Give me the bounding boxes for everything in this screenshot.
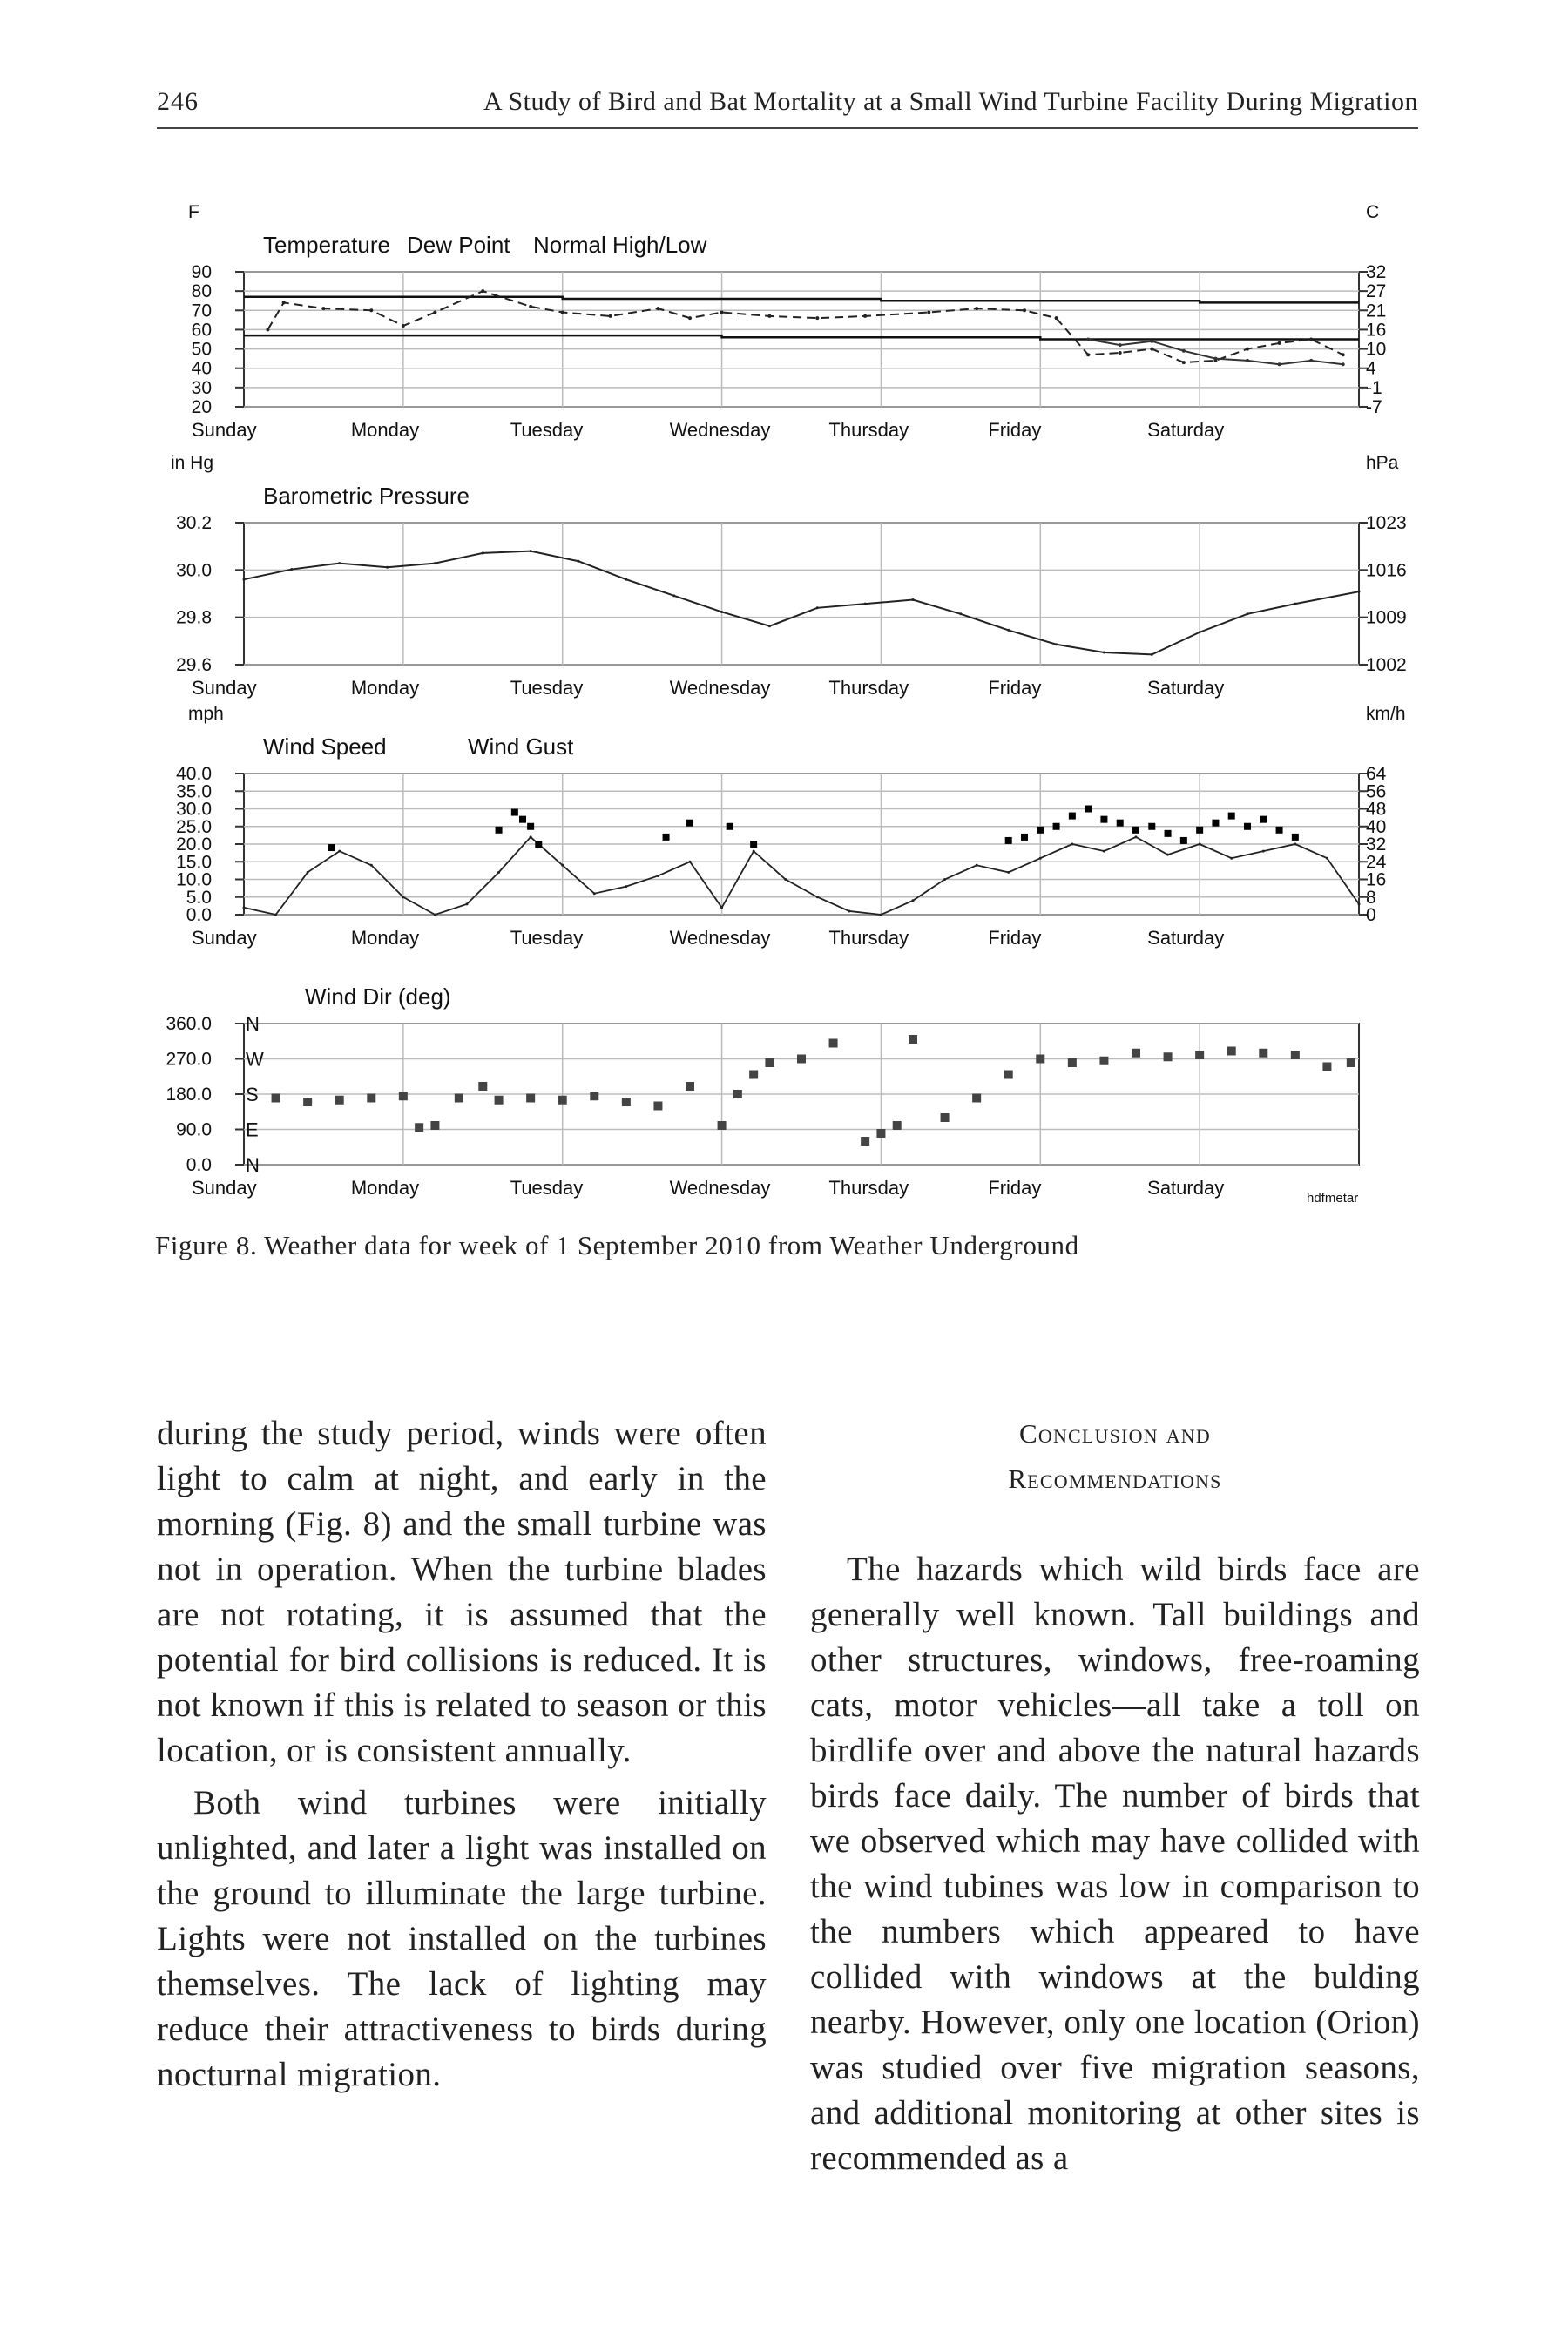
temperature-point — [609, 314, 612, 318]
wind-speed-point — [943, 878, 946, 881]
legend-label: Temperature — [263, 232, 390, 258]
wind-gust-point — [686, 820, 693, 827]
temperature-point — [1342, 353, 1345, 356]
wind-speed-point — [593, 892, 596, 895]
dew-point-point — [1213, 357, 1217, 361]
wind-gust-point — [1260, 816, 1267, 823]
wind-speed-point — [1230, 857, 1233, 860]
temperature-point — [1150, 348, 1153, 351]
y-tick-label: 60 — [191, 320, 212, 341]
y-tick-label-right: 56 — [1366, 781, 1387, 802]
left-unit-label: in Hg — [171, 453, 214, 473]
y-tick-label: 25.0 — [176, 816, 212, 837]
wind-dir-point — [1259, 1049, 1267, 1058]
heading-line: Conclusion and — [1018, 1418, 1211, 1449]
y-tick-label-right: 27 — [1366, 281, 1387, 302]
right-unit-label: hPa — [1366, 453, 1399, 473]
day-label: Tuesday — [510, 1177, 584, 1199]
temperature-point — [402, 324, 405, 328]
y-tick-label: 20 — [191, 397, 212, 417]
wind-speed-point — [976, 864, 978, 867]
wind-speed-point — [1071, 843, 1073, 846]
wind-gust-point — [1117, 820, 1124, 827]
temperature-point — [1023, 308, 1026, 312]
temperature-point — [1278, 341, 1281, 345]
compass-label: N — [246, 1154, 260, 1176]
day-label: Monday — [350, 677, 420, 699]
wind-gust-point — [1292, 834, 1299, 841]
wind-speed-point — [338, 850, 341, 853]
wind-speed-point — [1358, 902, 1361, 905]
page-number: 246 — [157, 87, 199, 116]
temperature-point — [282, 301, 286, 304]
y-tick-label: 90.0 — [176, 1119, 212, 1140]
temperature-point — [369, 308, 373, 312]
wind-dir-point — [558, 1096, 567, 1105]
compass-label: S — [246, 1084, 259, 1105]
wind-gust-point — [1132, 827, 1139, 834]
wind-speed-point — [1294, 843, 1296, 846]
wind-gust-point — [1148, 823, 1155, 830]
legend-label: Wind Gust — [468, 733, 574, 760]
wind-dir-point — [1068, 1058, 1077, 1067]
wind-gust-point — [328, 844, 335, 851]
wind-dir-point — [718, 1121, 727, 1130]
dew-point-point — [1150, 340, 1153, 343]
day-label: Monday — [350, 1177, 420, 1199]
paragraph: The hazards which wild birds face are generally well known. Tall buildings and other structures, windows, free-roaming cats, motor vehicles—all take a toll on birdlife over and above the natural hazards birds face daily. The number of birds that we observed which may have collided with the wind tubines was low in comparison to the numbers which appeared to have collided with windows at the bulding nearby. However, only one location (Orion) was studied over five migration seasons, and additional monitoring at other sites is recommended as a — [810, 1551, 1420, 2177]
day-label: Wednesday — [669, 677, 771, 699]
y-tick-label-right: 10 — [1366, 339, 1387, 360]
pressure-point — [338, 562, 341, 564]
legend-label: Wind Speed — [263, 733, 387, 760]
y-tick-label: 5.0 — [186, 887, 212, 908]
temperature-point — [481, 289, 484, 293]
wind-gust-point — [519, 816, 526, 823]
wind-gust-point — [1037, 827, 1044, 834]
figure-credit: hdfmetar — [1307, 1191, 1359, 1206]
compass-label: W — [246, 1048, 264, 1071]
pressure-point — [816, 606, 819, 609]
wind-dir-point — [622, 1098, 631, 1106]
temperature-point — [1182, 361, 1186, 364]
pressure-point — [1358, 591, 1361, 593]
wind-dir-point — [733, 1090, 742, 1098]
wind-dir-point — [415, 1123, 423, 1132]
y-tick-label: 50 — [191, 339, 212, 360]
y-tick-label: 30 — [191, 377, 212, 398]
wind-dir-point — [367, 1094, 375, 1103]
pressure-point — [530, 550, 532, 552]
compass-label: N — [246, 1013, 260, 1035]
wind-gust-point — [535, 841, 542, 848]
wind-speed-point — [274, 914, 277, 916]
day-label: Saturday — [1147, 1177, 1225, 1199]
wind-gust-point — [1165, 830, 1172, 837]
wind-dir-point — [1036, 1055, 1044, 1064]
y-tick-label-right: 24 — [1366, 852, 1387, 873]
right-column — [810, 1411, 1420, 2181]
wind-dir-point — [1132, 1049, 1140, 1058]
wind-gust-point — [1276, 827, 1283, 834]
y-tick-label-right: -1 — [1366, 377, 1382, 398]
temperature-point — [529, 305, 532, 308]
wind-speed-point — [1039, 857, 1042, 860]
temperature-point — [815, 316, 819, 320]
pressure-point — [912, 598, 915, 601]
temperature-point — [1246, 348, 1249, 351]
dew-point-point — [1278, 362, 1281, 366]
left-unit-label: mph — [188, 704, 224, 724]
y-tick-label: 30.0 — [176, 799, 212, 820]
day-label: Tuesday — [510, 927, 584, 949]
wind-dir-point — [399, 1092, 408, 1100]
right-unit-label: km/h — [1366, 704, 1406, 724]
y-tick-label: 10.0 — [176, 869, 212, 890]
dew-point-point — [1309, 359, 1313, 362]
wind-speed-point — [530, 835, 532, 838]
wind-speed-point — [880, 914, 882, 916]
dew-point-point — [1182, 349, 1186, 353]
pressure-point — [1103, 652, 1105, 654]
temperature-point — [863, 314, 867, 318]
y-tick-label: 35.0 — [176, 781, 212, 802]
y-tick-label-right: 16 — [1366, 320, 1387, 341]
legend-label: Dew Point — [407, 232, 510, 258]
wind-dir-point — [1195, 1051, 1204, 1059]
pressure-point — [720, 611, 723, 613]
y-tick-label: 30.0 — [176, 560, 212, 581]
temperature-point — [720, 311, 724, 314]
temperature-point — [1309, 338, 1313, 341]
pressure-point — [482, 551, 484, 554]
wind-speed-point — [753, 850, 755, 853]
pressure-point — [1151, 653, 1153, 656]
temperature-point — [1086, 353, 1090, 356]
wind-dir-point — [765, 1058, 774, 1067]
day-label: Wednesday — [669, 1177, 771, 1199]
wind-dir-point — [1347, 1058, 1355, 1067]
wind-gust-point — [1100, 816, 1107, 823]
y-tick-label: 180.0 — [166, 1085, 212, 1105]
wind-gust-point — [496, 827, 503, 834]
paragraph: during the study period, winds were often light to calm at night, and early in the morning (Fig. 8) and the small turbine was not in operation. When the turbine blades are not rotating, it is assumed that the potential for bird collisions is reduced. It is not known if this is related to season or this location, or is consistent annually. — [157, 1415, 767, 1769]
wind-dir-point — [478, 1082, 487, 1091]
panel-title: Wind Dir (deg) — [305, 983, 451, 1010]
pressure-point — [672, 594, 675, 597]
day-label: Thursday — [828, 1177, 909, 1199]
day-label: Monday — [350, 927, 420, 949]
temperature-point — [927, 311, 930, 314]
day-label: Monday — [350, 419, 420, 441]
temperature-point — [1119, 351, 1122, 355]
temperature-point — [688, 316, 692, 320]
y-tick-label-right: 1023 — [1366, 513, 1407, 533]
wind-gust-point — [1228, 813, 1235, 820]
plot-frame — [244, 523, 1359, 665]
temperature-point — [975, 307, 978, 310]
wind-speed-point — [497, 871, 500, 874]
wind-speed-point — [561, 864, 564, 867]
y-tick-label: 90 — [191, 262, 212, 282]
y-tick-label-right: 4 — [1366, 358, 1376, 379]
temperature-point — [1055, 316, 1058, 320]
wind-dir-point — [1099, 1057, 1108, 1065]
wind-dir-point — [686, 1082, 694, 1091]
wind-gust-point — [750, 841, 757, 848]
wind-dir-point — [1291, 1051, 1300, 1059]
y-tick-label: 15.0 — [176, 852, 212, 873]
figure-caption: Figure 8. Weather data for week of 1 September 2010 from Weather Underground — [155, 1230, 1079, 1260]
y-tick-label: 0.0 — [186, 1155, 212, 1175]
wind-speed-point — [912, 899, 915, 902]
day-label: Tuesday — [510, 419, 584, 441]
wind-dir-point — [829, 1039, 838, 1048]
day-label: Thursday — [828, 419, 909, 441]
y-tick-label-right: -7 — [1366, 397, 1382, 417]
dew-point-point — [1119, 343, 1122, 347]
y-tick-label-right: 32 — [1366, 835, 1387, 855]
day-label: Thursday — [828, 677, 909, 699]
temperature-point — [767, 314, 771, 318]
wind-dir-point — [749, 1071, 758, 1079]
wind-speed-point — [370, 864, 373, 867]
wind-gust-point — [1005, 837, 1012, 844]
wind-gust-point — [1212, 820, 1219, 827]
section-heading — [810, 1411, 1420, 1502]
y-tick-label: 29.6 — [176, 655, 212, 675]
wind-gust-point — [663, 834, 670, 841]
day-label: Wednesday — [669, 927, 771, 949]
legend-label: Normal High/Low — [533, 232, 707, 258]
wind-dir-point — [861, 1137, 869, 1146]
panel-title: Barometric Pressure — [263, 483, 470, 509]
wind-dir-point — [893, 1121, 902, 1130]
wind-dir-point — [1164, 1052, 1173, 1061]
running-title: A Study of Bird and Bat Mortality at a Small Wind Turbine Facility During Migration — [483, 87, 1418, 116]
wind-speed-point — [434, 914, 436, 916]
wind-dir-point — [972, 1094, 981, 1103]
day-label: Friday — [988, 419, 1042, 441]
wind-gust-point — [1244, 823, 1251, 830]
y-tick-label-right: 64 — [1366, 764, 1387, 784]
wind-dir-point — [590, 1092, 598, 1100]
compass-label: E — [246, 1119, 259, 1141]
wind-speed-point — [1166, 854, 1169, 856]
y-tick-label: 29.8 — [176, 607, 212, 628]
y-tick-label-right: 1009 — [1366, 607, 1407, 628]
wind-gust-point — [1053, 823, 1060, 830]
day-label: Friday — [988, 677, 1042, 699]
day-label: Sunday — [192, 927, 257, 949]
wind-speed-point — [1262, 850, 1265, 853]
pressure-point — [1247, 612, 1249, 615]
temperature-point — [656, 307, 659, 310]
pressure-point — [959, 612, 962, 615]
y-tick-label-right: 1002 — [1366, 655, 1407, 675]
wind-speed-point — [243, 906, 246, 909]
left-unit-label: F — [188, 202, 199, 222]
dew-point-point — [1086, 338, 1090, 341]
wind-dir-point — [455, 1094, 463, 1103]
wind-dir-point — [495, 1096, 504, 1105]
y-tick-label: 360.0 — [166, 1014, 212, 1034]
y-tick-label-right: 8 — [1366, 887, 1376, 908]
y-tick-label: 70 — [191, 301, 212, 321]
wind-speed-point — [1199, 843, 1201, 846]
wind-dir-point — [335, 1096, 344, 1105]
pressure-point — [1055, 643, 1058, 645]
wind-dir-point — [876, 1129, 885, 1138]
wind-speed-point — [402, 896, 404, 898]
dew-point-point — [1246, 359, 1249, 362]
pressure-point — [578, 560, 580, 563]
y-tick-label: 80 — [191, 281, 212, 302]
wind-gust-point — [727, 823, 733, 830]
wind-gust-point — [1085, 806, 1092, 813]
wind-dir-point — [909, 1035, 917, 1044]
y-tick-label: 40 — [191, 358, 212, 379]
wind-dir-point — [1227, 1047, 1236, 1056]
day-label: Saturday — [1147, 677, 1225, 699]
wind-speed-point — [689, 861, 692, 863]
day-label: Saturday — [1147, 927, 1225, 949]
day-label: Sunday — [192, 677, 257, 699]
wind-speed-point — [784, 878, 787, 881]
y-tick-label: 40.0 — [176, 764, 212, 784]
y-tick-label-right: 0 — [1366, 905, 1376, 925]
pressure-point — [625, 578, 627, 581]
wind-dir-point — [272, 1094, 280, 1103]
wind-dir-point — [303, 1098, 312, 1106]
wind-dir-point — [1004, 1071, 1013, 1079]
y-tick-label-right: 21 — [1366, 301, 1387, 321]
pressure-point — [386, 566, 389, 569]
wind-gust-point — [511, 809, 518, 816]
pressure-point — [864, 603, 867, 605]
wind-dir-point — [653, 1102, 662, 1111]
temperature-point — [266, 328, 269, 331]
wind-speed-point — [1135, 835, 1138, 838]
wind-dir-point — [941, 1113, 950, 1122]
wind-speed-point — [466, 902, 469, 905]
wind-gust-point — [1180, 837, 1187, 844]
pressure-point — [243, 578, 246, 581]
pressure-point — [434, 562, 436, 564]
left-column — [157, 1411, 767, 2098]
heading-line: Recommendations — [1008, 1463, 1222, 1494]
y-tick-label-right: 48 — [1366, 799, 1387, 820]
wind-speed-point — [625, 885, 627, 888]
day-label: Tuesday — [510, 677, 584, 699]
temperature-point — [561, 311, 564, 314]
pressure-point — [290, 568, 293, 571]
wind-gust-point — [1021, 834, 1028, 841]
pressure-point — [1294, 603, 1296, 605]
day-label: Thursday — [828, 927, 909, 949]
wind-dir-point — [526, 1094, 535, 1103]
y-tick-label-right: 1016 — [1366, 560, 1407, 581]
y-tick-label-right: 40 — [1366, 816, 1387, 837]
wind-speed-point — [1326, 857, 1328, 860]
wind-speed-point — [1103, 850, 1105, 853]
temperature-point — [321, 307, 325, 310]
day-label: Sunday — [192, 1177, 257, 1199]
y-tick-label: 30.2 — [176, 513, 212, 533]
y-tick-label: 270.0 — [166, 1049, 212, 1070]
right-unit-label: C — [1366, 202, 1380, 222]
y-tick-label: 20.0 — [176, 835, 212, 855]
pressure-point — [1007, 629, 1010, 632]
day-label: Wednesday — [669, 419, 771, 441]
wind-gust-point — [1069, 813, 1076, 820]
wind-gust-point — [527, 823, 534, 830]
wind-speed-point — [720, 906, 723, 909]
temperature-point — [433, 311, 436, 314]
dew-point-point — [1342, 362, 1345, 366]
wind-speed-point — [816, 896, 819, 898]
pressure-point — [768, 625, 771, 627]
wind-speed-point — [848, 909, 850, 912]
paragraph: Both wind turbines were initially unlighted, and later a light was installed on the ground to illuminate the large turbine. Lights were not installed on the turbines themselves. The lack of lighting may reduce their attractiveness to birds during nocturnal migration. — [157, 1784, 767, 2093]
day-label: Friday — [988, 927, 1042, 949]
wind-speed-point — [657, 875, 659, 877]
y-tick-label-right: 16 — [1366, 869, 1387, 890]
day-label: Saturday — [1147, 419, 1225, 441]
y-tick-label-right: 32 — [1366, 262, 1387, 282]
day-label: Sunday — [192, 419, 257, 441]
wind-dir-point — [430, 1121, 439, 1130]
wind-speed-point — [307, 871, 309, 874]
pressure-point — [1199, 631, 1201, 633]
y-tick-label: 0.0 — [186, 905, 212, 925]
day-label: Friday — [988, 1177, 1042, 1199]
wind-dir-point — [1322, 1063, 1331, 1071]
wind-gust-point — [1196, 827, 1203, 834]
wind-speed-point — [1007, 871, 1010, 874]
wind-dir-point — [797, 1055, 806, 1064]
